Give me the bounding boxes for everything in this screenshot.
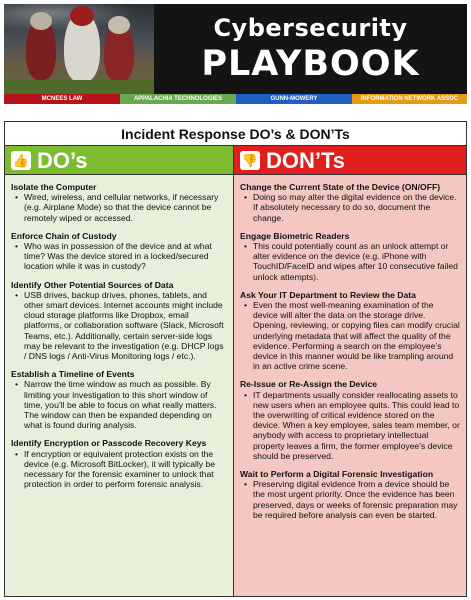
list-item (11, 438, 227, 489)
list-item (240, 379, 460, 461)
item-body: Doing so may alter the digital evidence on the device. If absolutely necessary to do so, document the change. (253, 192, 457, 223)
sponsor-gunn-mowery: GUNN-MOWERY (236, 94, 352, 104)
list-item (11, 231, 227, 272)
item-body: This could potentially count as an unlock attempt or alter evidence on the device (e.g. iPhone with TouchID/FaceID and wipes after 10 consecutive failed unlock attempts). (253, 241, 458, 282)
item-title: Isolate the Computer (11, 182, 97, 192)
header-title-line2: PLAYBOOK (201, 44, 420, 84)
incident-response-sheet (4, 121, 467, 597)
item-title: Identify Other Potential Sources of Data (11, 279, 174, 290)
item-body: Wired, wireless, and cellular networks, if necessary (e.g. Airplane Mode) so that the device cannot be remotely wiped or accessed. (24, 192, 219, 223)
helmet (30, 12, 52, 30)
list-item (240, 231, 460, 282)
sponsor-mcnees-law: MCNEES LAW (4, 94, 120, 104)
header-title-line1: Cybersecurity (213, 14, 408, 42)
bullet-icon: • (244, 241, 248, 252)
item-title: Change the Current State of the Device (ON/OFF) (240, 182, 441, 192)
list-item (11, 182, 227, 223)
helmet (70, 6, 94, 26)
sponsor-information-network-assoc: INFORMATION NETWORK ASSOC (352, 94, 467, 104)
dos-heading: DO’s (37, 148, 88, 173)
dos-header (5, 146, 233, 175)
item-title: Ask Your IT Department to Review the Data (240, 289, 416, 300)
item-title: Engage Biometric Readers (240, 230, 350, 241)
list-item (240, 290, 460, 372)
bullet-icon: • (244, 300, 248, 311)
item-title: Enforce Chain of Custody (11, 230, 117, 241)
item-body: USB drives, backup drives, phones, tablets, and other smart devices. Internet accounts might include cloud storage platforms like Dropbox, email platforms, or collaboration software (Slack, Microsoft Teams, etc.). Additionally, certain server-side logs may be relevant to the investigation (e.g. DHCP logs / DNS logs / Anti-Virus Monitoring logs / etc.). (24, 289, 224, 362)
bullet-icon: • (15, 192, 19, 203)
thumbs-up-icon: 👍 (12, 153, 30, 168)
item-title: Re-Issue or Re-Assign the Device (240, 379, 378, 390)
item-body: Who was in possession of the device and at what time? Was the device stored in a locked/secured location while it was in custody? (24, 241, 212, 272)
donts-list (240, 182, 460, 528)
bullet-icon: • (244, 192, 248, 203)
item-title: Establish a Timeline of Events (11, 369, 135, 380)
item-body: Preserving digital evidence from a device should be the most urgent priority. Once the evidence has been preserved, days or weeks of forensic preparation may be required before analysis can even be started. (253, 479, 458, 520)
item-title: Identify Encryption or Passcode Recovery Keys (11, 438, 207, 449)
bullet-icon: • (15, 241, 19, 252)
bullet-icon: • (15, 289, 19, 300)
item-body: IT departments usually consider reallocating assets to new users when an employee quits. This could lead to the overwriting of critical evidence stored on the device. When a key employee, sales team member, or anybody with access to proprietary intellectual property leaves a firm, the former employee’s device should be preserved. (253, 389, 460, 461)
thumbs-down-icon: 👎 (241, 153, 259, 168)
list-item (240, 469, 460, 520)
donts-header (234, 146, 466, 175)
item-title: Wait to Perform a Digital Forensic Investigation (240, 469, 434, 480)
dos-column (5, 146, 234, 596)
playbook-header (4, 4, 467, 94)
football-players-photo (4, 4, 154, 94)
item-body: Even the most well-meaning examination of the device will alter the data on the storage drive. Opening, reviewing, or copying files can modify crucial underlying metadata that will affect the quality of the evidence. Performing a search on the employee’s device in this manner would be like trampling around in an active crime scene. (253, 300, 460, 372)
dos-list (11, 182, 227, 497)
bullet-icon: • (15, 448, 19, 459)
title-box (154, 4, 467, 94)
field-grass (4, 80, 154, 94)
donts-heading: DON’Ts (266, 148, 346, 173)
bullet-icon: • (15, 379, 19, 390)
list-item (11, 280, 227, 362)
helmet (108, 16, 130, 34)
bullet-icon: • (244, 389, 248, 400)
document-title: Incident Response DO’s & DON’Ts (5, 122, 466, 146)
list-item (11, 369, 227, 430)
item-body: If encryption or equivalent protection exists on the device (e.g. Microsoft BitLocker), it will typically be necessary for the forensic examiner to unlock that protection in order to perform forensic analysis. (24, 448, 216, 490)
bullet-icon: • (244, 479, 248, 490)
sponsor-bar (4, 94, 467, 104)
donts-column (234, 146, 466, 596)
sponsor-appalachia-technologies: APPALACHIA TECHNOLOGIES (120, 94, 236, 104)
list-item (240, 182, 460, 223)
item-body: Narrow the time window as much as possible. By limiting your investigation to this short window of time, you’ll be able to focus on what really matters. The window can then be expanded depending on what is found during analysis. (24, 379, 217, 431)
